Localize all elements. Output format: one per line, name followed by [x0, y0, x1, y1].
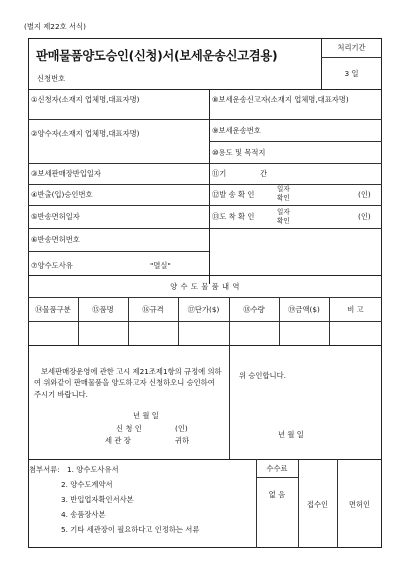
release-approval-number-label: ④반출(입)승인번호: [31, 190, 93, 199]
col-item-name: ⑮품명: [92, 305, 114, 314]
col-spec: ⑯규격: [142, 305, 164, 314]
title-bottom-line: [28, 89, 382, 90]
dispatch-date-label: 일자: [277, 185, 290, 193]
col-unit-price: ⑰단가($): [187, 305, 220, 314]
line: [28, 163, 209, 164]
dispatch-confirm-label: ⑫발 송 확 인: [212, 190, 255, 199]
col-amount: ⑲금액($): [288, 305, 320, 314]
form-number-note: (별지 제22호 서식): [24, 22, 86, 31]
fee-divider: [256, 477, 298, 478]
col-goods-type: ⑭물품구분: [35, 305, 71, 314]
receipt-stamp-label: 접수인: [306, 500, 329, 509]
line: [28, 205, 209, 206]
transferee-field-label: ②양수자(소재지 업체명,대표자명): [31, 129, 140, 138]
period-divider: [321, 57, 382, 58]
applicant-field-label: ①신청자(소재지 업체명,대표자명): [31, 95, 140, 104]
line: [209, 163, 382, 164]
attachment-item: 5. 기타 세관장이 필요하다고 인정하는 서류: [61, 525, 200, 534]
attachment-item: 2. 양수도계약서: [61, 480, 113, 489]
attachment-item: 1. 양수도사유서: [67, 465, 119, 474]
license-stamp-label: 면허인: [348, 500, 371, 509]
dispatch-seal: (인): [358, 190, 371, 199]
line: [28, 228, 209, 229]
period-label-b: 간: [260, 169, 268, 178]
col-divider: [178, 297, 179, 345]
attachment-item: 4. 송품장사본: [61, 510, 106, 519]
attachments-top-line: [28, 459, 382, 460]
col-divider: [78, 297, 79, 345]
col-quantity: ⑱수량: [243, 305, 265, 314]
goods-section-title: 양 수 도 물 품 내 역: [170, 282, 240, 291]
application-number-label: 신청번호: [37, 74, 66, 83]
arrival-confirm-sub-label: 확인: [277, 217, 290, 225]
processing-period-label: 처리기간: [337, 43, 366, 52]
fee-value: 없 음: [268, 490, 286, 499]
customs-head-suffix: 귀하: [175, 436, 190, 445]
col-divider: [229, 297, 230, 345]
line: [209, 184, 382, 185]
applicant-signature-label: 신 청 인: [116, 424, 142, 433]
attachments-label: 첨부서류:: [29, 465, 60, 474]
period-label-a: ⑪기: [212, 169, 227, 178]
approval-statement: 위 승인합니다.: [239, 371, 286, 380]
col-divider: [128, 297, 129, 345]
application-date: 년 월 일: [133, 411, 159, 420]
form-title: 판매물품양도승인(신청)서(보세운송신고겸용): [36, 49, 278, 63]
purpose-destination-label: ⑩용도 및 목적지: [212, 148, 266, 157]
fee-label: 수수료: [266, 464, 288, 473]
arrival-date-label: 일자: [277, 208, 290, 216]
statement-divider: [229, 345, 230, 459]
goods-table-bottom-line: [28, 345, 382, 346]
line: [209, 205, 382, 206]
line: [28, 119, 209, 120]
line: [209, 141, 382, 142]
transfer-reason-value: "멸실": [150, 261, 171, 270]
line: [209, 228, 382, 229]
return-license-date-label: ⑤반송면허일자: [31, 212, 80, 221]
transfer-reason-label: ⑦양수도사유: [31, 261, 73, 270]
line: [28, 251, 209, 252]
fee-left-divider: [256, 459, 257, 548]
applicant-seal: (인): [175, 424, 188, 433]
bonded-transport-number-label: ⑨보세운송번호: [212, 126, 261, 135]
application-statement: 보세판매장운영에 관한 고시 제21조제1항의 규정에 의하여 위와같이 판매물품을 양도하고자 신청하오니 승인하여 주시기 바랍니다.: [34, 367, 222, 399]
col-divider: [329, 297, 330, 345]
approval-date: 년 월 일: [278, 430, 304, 439]
return-license-number-label: ⑥반송면허번호: [31, 235, 80, 244]
line: [28, 184, 209, 185]
processing-period-value: 3 일: [344, 69, 359, 78]
bonded-transport-declarant-label: ⑧보세운송신고자(소재지 업체명,대표자명): [212, 95, 349, 104]
attachment-item: 3. 반입업자확인서사본: [61, 495, 134, 504]
goods-table-top-line: [28, 275, 382, 276]
arrival-confirm-label: ⑬도 착 확 인: [212, 212, 255, 221]
arrival-seal: (인): [358, 212, 371, 221]
dispatch-confirm-sub-label: 확인: [277, 194, 290, 202]
bonded-entry-date-label: ③보세판매장반입일자: [31, 169, 101, 178]
col-remarks: 비 고: [347, 305, 364, 314]
customs-head-label: 세 관 장: [105, 436, 131, 445]
col-divider: [279, 297, 280, 345]
line: [209, 119, 382, 120]
